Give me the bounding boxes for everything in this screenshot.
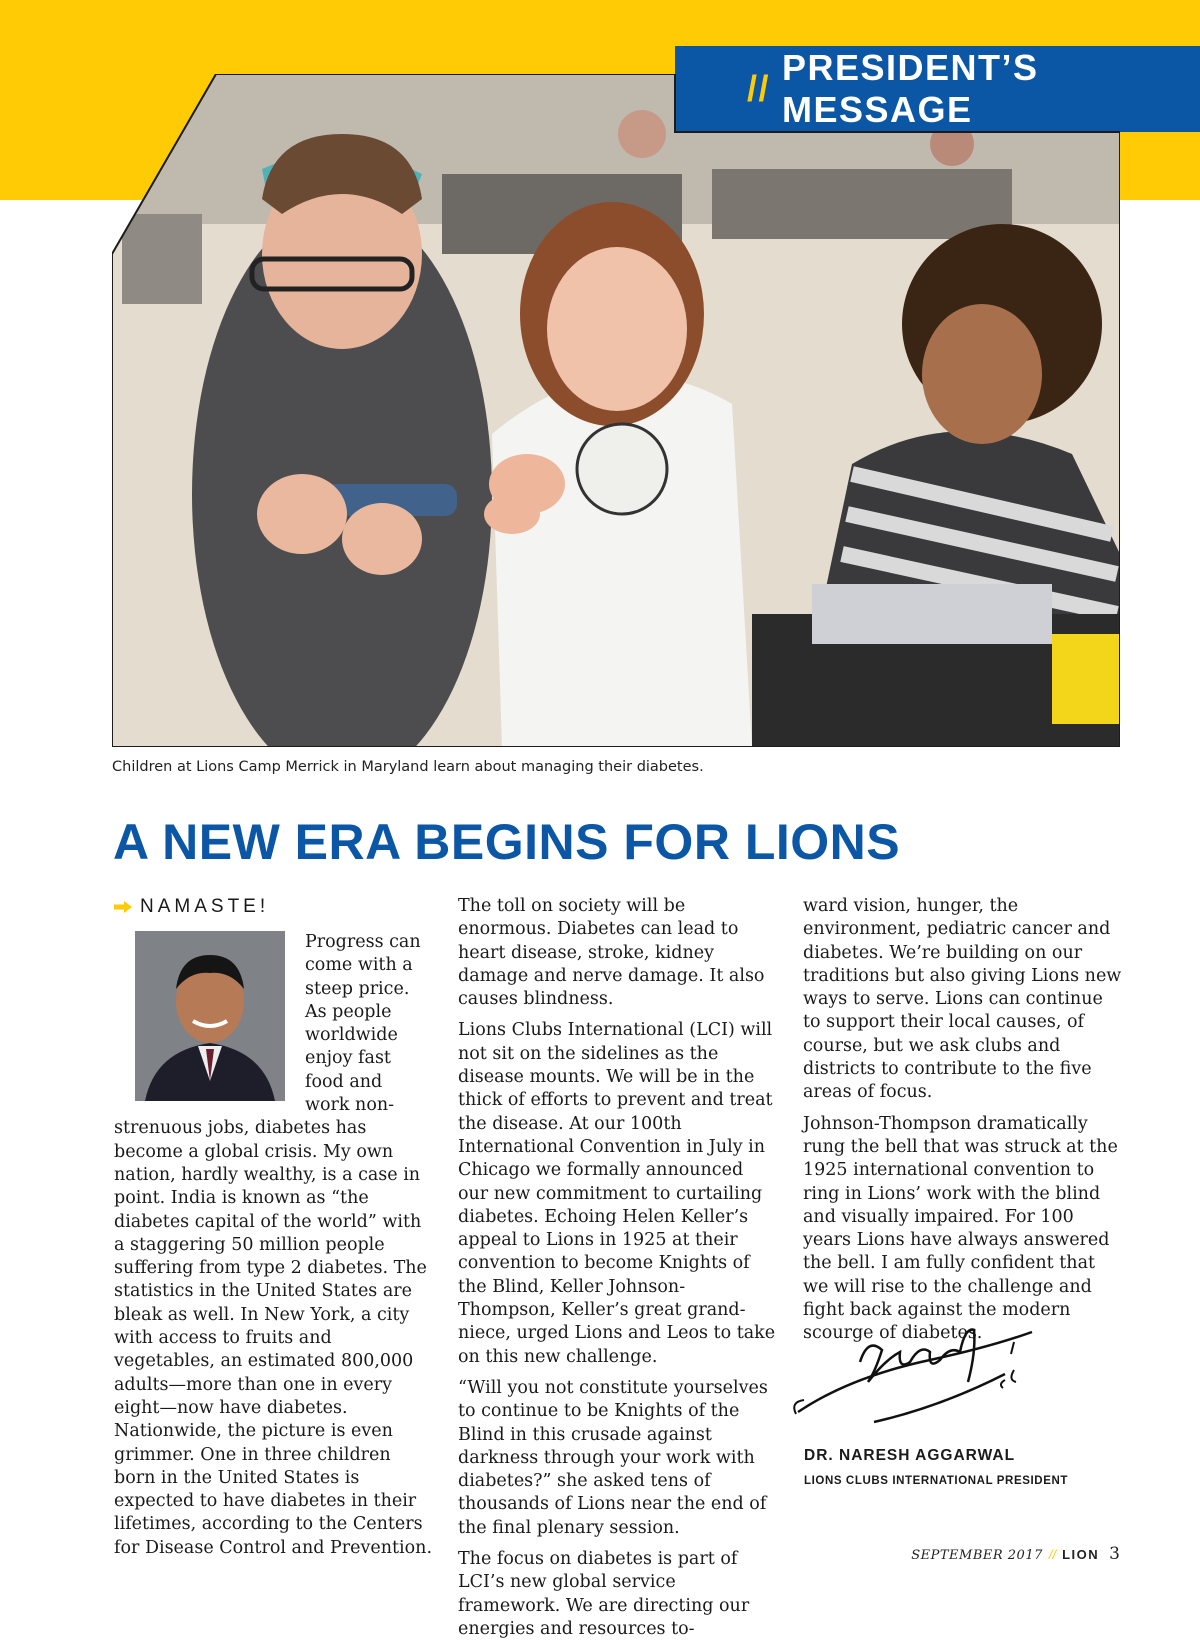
handwritten-signature xyxy=(790,1322,1042,1427)
column-3 xyxy=(803,895,1123,1354)
article-headline: A NEW ERA BEGINS FOR LIONS xyxy=(113,814,901,870)
author-portrait xyxy=(135,931,285,1101)
page-footer xyxy=(911,1544,1120,1564)
page-number: 3 xyxy=(1109,1544,1120,1564)
footer-magazine: LION xyxy=(1062,1547,1100,1562)
col2-paragraph-2: Lions Clubs International (LCI) will not sit on the sidelines as the disease mounts. We will be in the thick of efforts to prevent and treat the disease. At our 100th International Convention in July in Chicago we formally announced our new commitment to curtailing diabetes. Echoing Helen Keller’s appeal to Lions in 1925 at their convention to become Knights of the Blind, Keller Johnson-Thompson, Keller’s great grand-niece, urged Lions and Leos to take on this new challenge. xyxy=(458,1020,776,1367)
col3-paragraph-2: Johnson-Thompson dramatically rung the bell that was struck at the 1925 international convention to ring in Lions’ work with the blind and visually impaired. For 100 years Lions have always answered the bell. I am fully confident that we will rise to the challenge and fight back against the modern scourge of diabetes. xyxy=(803,1113,1118,1344)
column-1 xyxy=(114,895,432,1568)
col2-paragraph-4: The focus on diabetes is part of LCI’s new global service framework. We are directing our energies and resources to- xyxy=(458,1549,750,1639)
signoff-title: LIONS CLUBS INTERNATIONAL PRESIDENT xyxy=(804,1475,1068,1487)
footer-issue: SEPTEMBER 2017 xyxy=(911,1548,1043,1563)
arrow-right-icon xyxy=(114,901,132,913)
col1-paragraph: Progress can come with a steep price. As people worldwide enjoy fast food and work non-strenuous jobs, diabetes has become a global crisis. My own nation, hardly wealthy, is a case in point. India is known as “the diabetes capital of the world” with a staggering 50 million people suffering from type 2 diabetes. The statistics in the United States are bleak as well. In New York, a city with access to fruits and vegetables, an estimated 800,000 adults—more than one in every eight—now have diabetes. Nationwide, the picture is even grimmer. One in three children born in the United States is expected to have diabetes in their lifetimes, according to the Centers for Disease Control and Prevention. xyxy=(114,932,433,1558)
kicker xyxy=(114,895,432,919)
photo-caption: Children at Lions Camp Merrick in Maryland learn about managing their diabetes. xyxy=(112,759,704,775)
col3-paragraph-1: ward vision, hunger, the environment, pediatric cancer and diabetes. We’re building on our traditions but also giving Lions new ways to serve. Lions can continue to support their local causes, of course, but we ask clubs and districts to contribute to the five areas of focus. xyxy=(803,896,1122,1103)
kicker-label: NAMASTE! xyxy=(140,896,270,918)
feature-photo xyxy=(112,74,1120,747)
column-2 xyxy=(458,895,776,1649)
section-label: PRESIDENT’S MESSAGE xyxy=(782,47,1039,130)
section-slashes: // xyxy=(747,68,771,109)
col2-paragraph-1: The toll on society will be enormous. Diabetes can lead to heart disease, stroke, kidney damage and nerve damage. It also causes blindness. xyxy=(458,896,765,1010)
footer-separator: // xyxy=(1048,1547,1057,1562)
signoff-name: DR. NARESH AGGARWAL xyxy=(804,1447,1016,1464)
col2-paragraph-3: “Will you not constitute yourselves to continue to be Knights of the Blind in this crusade against darkness through your work with diabetes?” she asked tens of thousands of Lions near the end of the final plenary session. xyxy=(458,1377,768,1538)
